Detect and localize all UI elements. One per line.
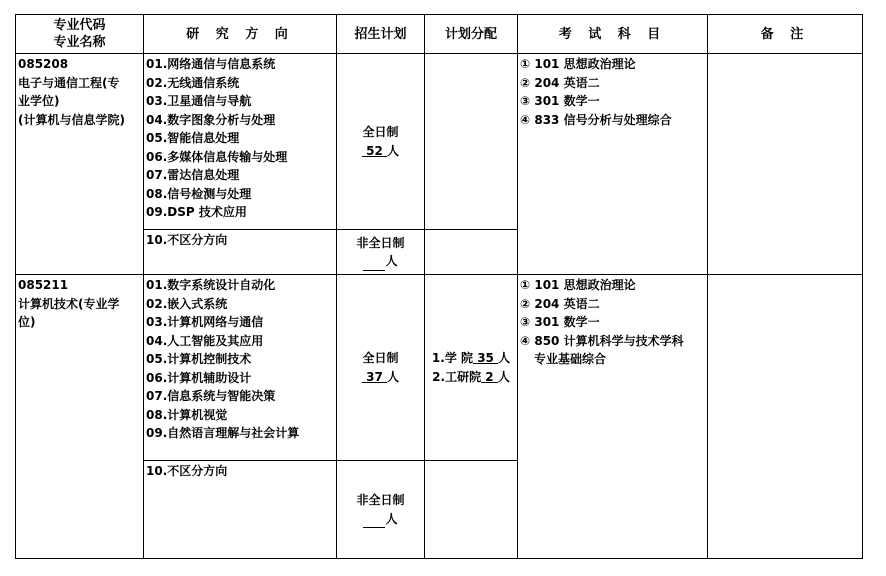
header-exam: 考 试 科 目 [518, 15, 708, 54]
plan-parttime-cell [337, 461, 425, 559]
major-name-line: 业学位) [18, 94, 60, 108]
major-cell [16, 275, 144, 559]
header-distribution: 计划分配 [425, 15, 518, 54]
direction-item: 01.网络通信与信息系统 [146, 57, 276, 71]
enrollment-table [15, 14, 863, 559]
direction-item: 10.不区分方向 [146, 464, 228, 478]
direction-item: 04.数字图象分析与处理 [146, 112, 276, 127]
major-name-line: 计算机技术(专业学 [18, 296, 120, 311]
exam-subject: ① 101 思想政治理论 [520, 57, 636, 71]
direction-item: 10.不区分方向 [146, 233, 228, 247]
direction-item: 08.计算机视觉 [146, 407, 228, 422]
table-row [16, 275, 863, 461]
header-remark: 备 注 [708, 15, 863, 54]
major-name-line: 电子与通信工程(专 [18, 75, 120, 90]
plan-parttime-cell [337, 230, 425, 275]
direction-item: 09.DSP 技术应用 [146, 205, 247, 219]
distribution-cell [425, 54, 518, 230]
direction-item: 02.无线通信系统 [146, 75, 240, 90]
direction-item: 05.智能信息处理 [146, 131, 240, 145]
direction-item: 09.自然语言理解与社会计算 [146, 426, 300, 440]
major-name-line: 位) [18, 315, 36, 329]
parttime-label: 非全日制 [356, 493, 405, 507]
major-cell [16, 54, 144, 275]
table-row [16, 54, 863, 230]
parttime-label: 非全日制 [356, 235, 405, 250]
fulltime-label: 全日制 [362, 125, 399, 139]
direction-item: 02.嵌入式系统 [146, 296, 228, 311]
exam-subject: ② 204 英语二 [520, 296, 600, 311]
direction-parttime-cell [144, 230, 337, 275]
major-code: 085208 [18, 57, 69, 71]
directions-cell [144, 275, 337, 461]
direction-item: 07.雷达信息处理 [146, 168, 240, 182]
direction-parttime-cell [144, 461, 337, 559]
direction-item: 08.信号检测与处理 [146, 186, 252, 201]
plan-fulltime-cell [337, 275, 425, 461]
distribution-item: 2.工研院 2 人 [432, 369, 510, 384]
exam-subject-continuation: 专业基础综合 [534, 352, 607, 366]
fulltime-quota: 37 人 [366, 369, 400, 384]
exam-subject: ④ 850 计算机科学与技术学科 [520, 333, 684, 348]
exam-cell [518, 54, 708, 275]
parttime-quota: 人 [339, 510, 422, 529]
directions-cell [144, 54, 337, 230]
direction-item: 04.人工智能及其应用 [146, 333, 264, 348]
direction-item: 05.计算机控制技术 [146, 352, 252, 366]
direction-item: 03.计算机网络与通信 [146, 315, 264, 329]
exam-subject: ③ 301 数学一 [520, 94, 600, 108]
distribution-cell [425, 275, 518, 461]
header-row [16, 15, 863, 54]
header-plan: 招生计划 [337, 15, 425, 54]
major-name-line: (计算机与信息学院) [18, 112, 125, 127]
exam-subject: ④ 833 信号分析与处理综合 [520, 112, 672, 127]
exam-subject: ① 101 思想政治理论 [520, 278, 636, 292]
distribution-cell [425, 461, 518, 559]
direction-item: 07.信息系统与智能决策 [146, 389, 276, 403]
fulltime-quota: 52 人 [366, 143, 400, 158]
distribution-cell [425, 230, 518, 275]
remark-cell [708, 275, 863, 559]
direction-item: 06.多媒体信息传输与处理 [146, 149, 288, 164]
exam-subject: ③ 301 数学一 [520, 315, 600, 329]
header-direction: 研 究 方 向 [144, 15, 337, 54]
parttime-quota: 人 [339, 252, 422, 271]
direction-item: 01.数字系统设计自动化 [146, 278, 276, 292]
exam-subject: ② 204 英语二 [520, 75, 600, 90]
exam-cell [518, 275, 708, 559]
major-code: 085211 [18, 278, 69, 292]
remark-cell [708, 54, 863, 275]
fulltime-label: 全日制 [362, 351, 399, 365]
direction-item: 03.卫星通信与导航 [146, 94, 252, 108]
distribution-item: 1.学 院 35 人 [431, 351, 511, 365]
direction-item: 06.计算机辅助设计 [146, 370, 252, 385]
plan-fulltime-cell [337, 54, 425, 230]
header-code-name: 专业代码 专业名称 [16, 15, 144, 54]
